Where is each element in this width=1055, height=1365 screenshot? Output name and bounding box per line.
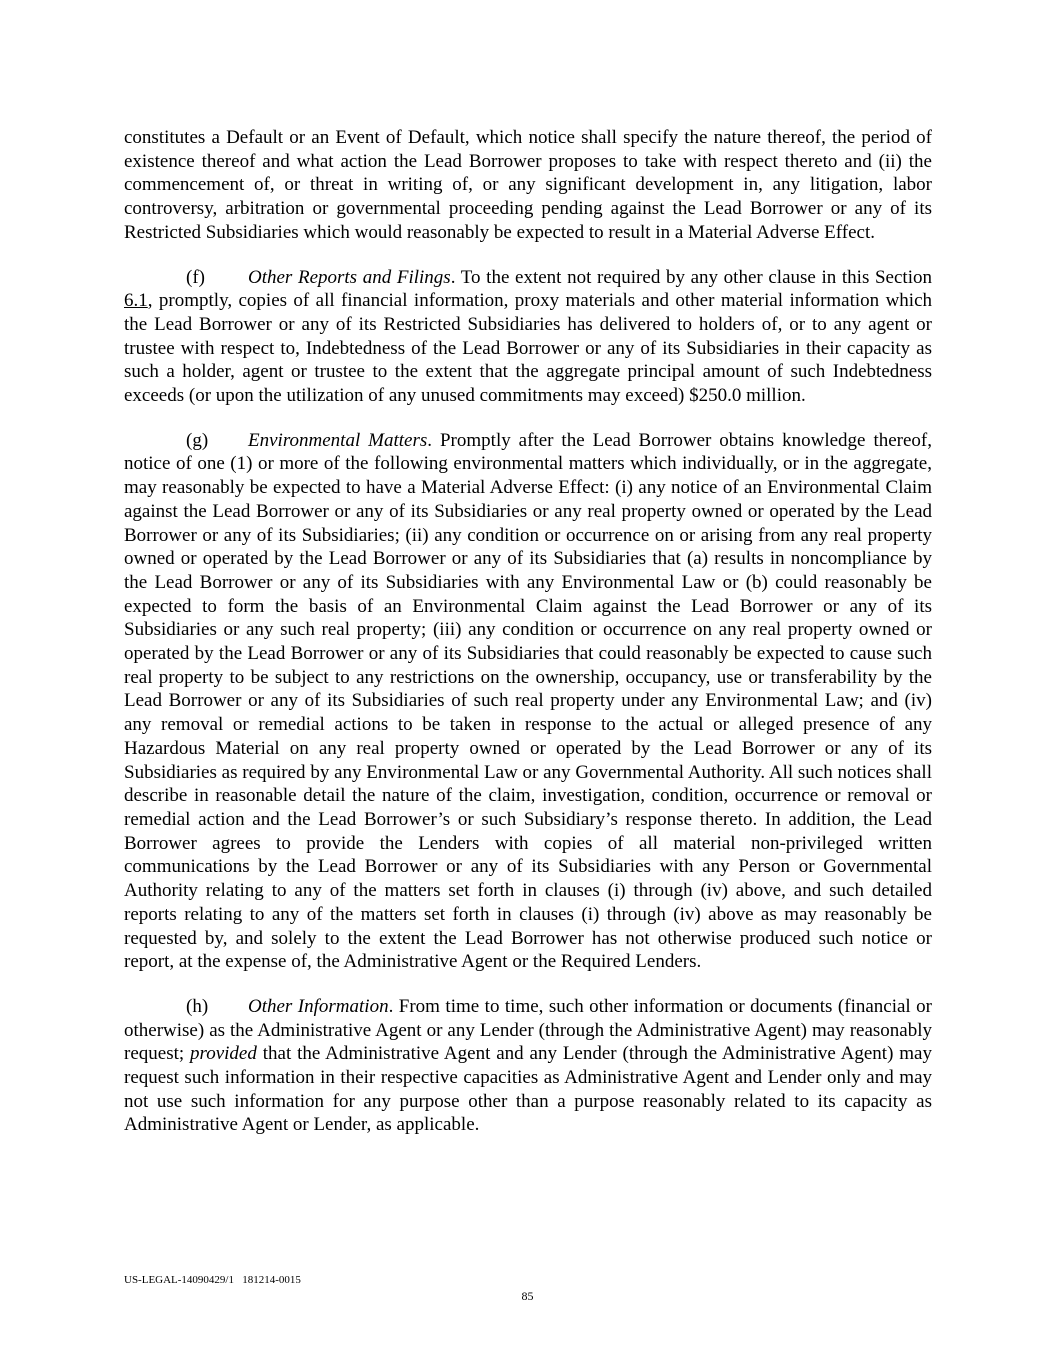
clause-h-text-2: that the Administrative Agent and any Lender (through the Administrative Agent) may request such information in their respective capacities as Administrative Agent and Lender only and may not use such information for any purpose other than a purpose reasonably related to its capacity as Administrative Agent or Lender, as applicable. xyxy=(124,1043,932,1136)
clause-f-label: (f) xyxy=(186,266,205,288)
paragraph-intro: constitutes a Default or an Event of Default, which notice shall specify the nature thereof, the period of existence thereof and what action the Lead Borrower proposes to take with respect thereto and (ii) the commencement of, or threat in writing of, or any significant development in, any litigation, labor controversy, arbitration or governmental proceeding pending against the Lead Borrower or any of its Restricted Subsidiaries which would reasonably be expected to result in a Material Adverse Effect. xyxy=(124,127,932,243)
clause-f-text-2: , promptly, copies of all financial information, proxy materials and other material information which the Lead Borrower or any of its Restricted Subsidiaries has delivered to holders of, or to any agent or trustee with respect to, Indebtedness of the Lead Borrower or any of its Subsidiaries in their capacity as such a holder, agent or trustee to the extent that the aggregate principal amount of such Indebtedness exceeds (or upon the utilization of any unused commitments may exceed) $250.0 million. xyxy=(124,290,932,407)
clause-h xyxy=(124,995,932,1137)
clause-f xyxy=(124,266,932,408)
page-number: 85 xyxy=(521,1289,534,1303)
clause-h-label: (h) xyxy=(186,995,209,1017)
clause-g-text: . Promptly after the Lead Borrower obtains knowledge thereof, notice of one (1) or more of the following environmental matters which individually, or in the aggregate, may reasonably be expected to have a Material Adverse Effect: (i) any notice of an Environmental Claim against the Lead Borrower or any of its Subsidiaries or any real property owned or operated by the Lead Borrower or any of its Subsidiaries; (ii) any condition or occurrence on or arising from any real property owned or operated by the Lead Borrower or any of its Subsidiaries that (a) results in noncompliance by the Lead Borrower or any of its Subsidiaries with any Environmental Law or (b) could reasonably be expected to form the basis of an Environmental Claim against the Lead Borrower or any of its Subsidiaries or any such real property; (iii) any condition or occurrence on any real property owned or operated by the Lead Borrower or any of its Subsidiaries that could reasonably be expected to cause such real property to be subject to any restrictions on the ownership, occupancy, use or transferability by the Lead Borrower or any of its Subsidiaries of such real property under any Environmental Law; and (iv) any removal or remedial actions to be taken in response to the actual or alleged presence of any Hazardous Material on any real property owned or operated by the Lead Borrower or any of its Subsidiaries as required by any Environmental Law or any Governmental Authority. All such notices shall describe in reasonable detail the nature of the claim, investigation, condition, occurrence or removal or remedial action and the Lead Borrower’s or such Subsidiary’s response thereto. In addition, the Lead Borrower agrees to provide the Lenders with copies of all material non-privileged written communications by the Lead Borrower or any of its Subsidiaries with any Person or Governmental Authority relating to any of the matters set forth in clauses (i) through (iv) above, and such detailed reports relating to any of the matters set forth in clauses (i) through (iv) above as may reasonably be requested by, and solely to the extent the Lead Borrower has not otherwise produced such notice or report, at the expense of, the Administrative Agent or the Required Lenders. xyxy=(124,429,932,973)
clause-f-heading: Other Reports and Filings xyxy=(248,266,451,288)
provided-term: provided xyxy=(190,1043,257,1065)
clause-f-text-1: . To the extent not required by any other clause in this Section xyxy=(450,266,932,288)
footer-document-id: US-LEGAL-14090429/1 181214-0015 xyxy=(124,1274,301,1286)
document-body xyxy=(124,126,932,1137)
clause-h-text-1: . From time to time, such other information or documents (financial or otherwise) as the Administrative Agent or any Lender (through the Administrative Agent) may reasonably request; xyxy=(124,995,932,1065)
section-reference: 6.1 xyxy=(124,290,148,312)
clause-g-heading: Environmental Matters xyxy=(248,429,428,451)
clause-g xyxy=(124,429,932,974)
clause-g-label: (g) xyxy=(186,429,209,451)
clause-h-heading: Other Information xyxy=(248,995,389,1017)
